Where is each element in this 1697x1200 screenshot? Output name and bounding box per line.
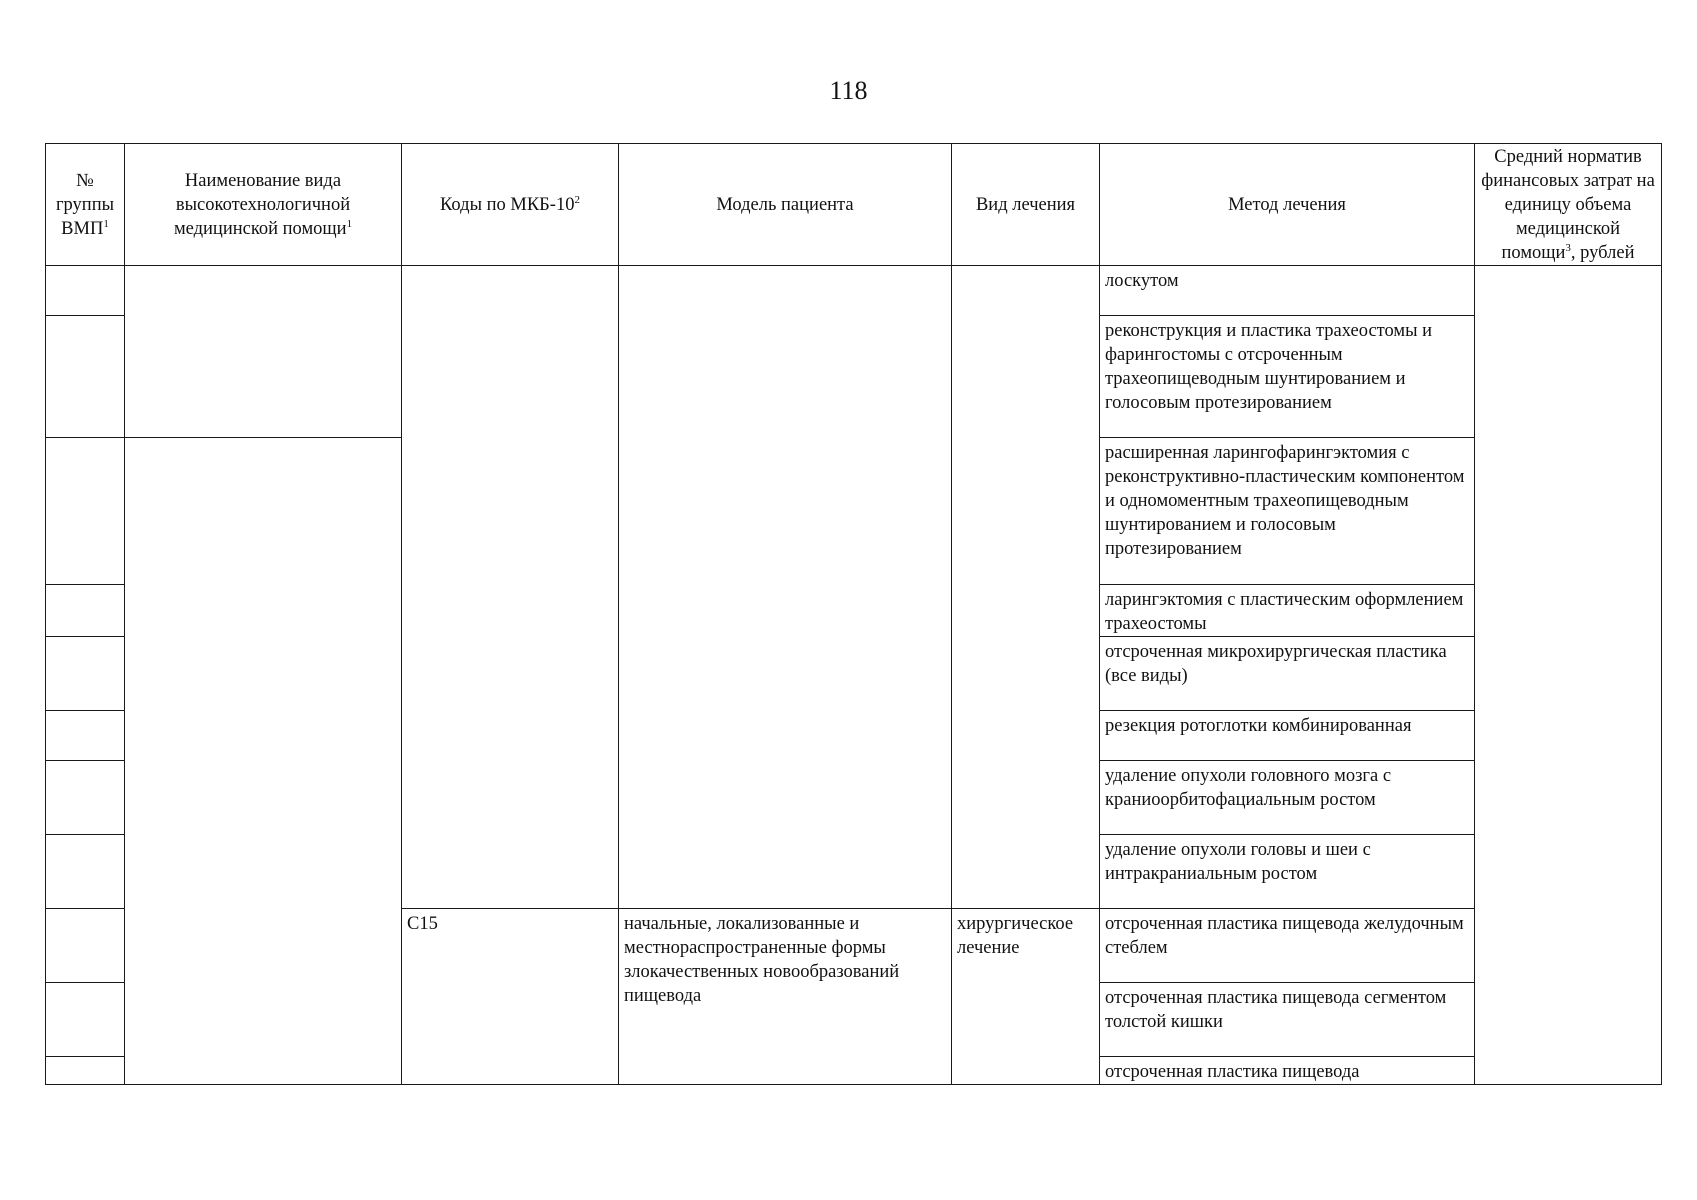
method-cell: резекция ротоглотки комбинированная	[1100, 711, 1475, 761]
group-no-cell	[46, 983, 125, 1057]
method-cell: ларингэктомия с пластическим оформлением трахеостомы	[1100, 585, 1475, 637]
method-cell: отсроченная пластика пищевода сегментом толстой кишки	[1100, 983, 1475, 1057]
header-cost-standard: Средний норматив финансовых затрат на единицу объема медицинской помощи$^3$, рублей	[1475, 144, 1662, 266]
group-no-cell	[46, 711, 125, 761]
table-row	[46, 266, 1662, 316]
method-cell: отсроченная пластика пищевода	[1100, 1057, 1475, 1085]
group-no-cell	[46, 761, 125, 835]
header-care-type: Наименование вида высокотехнологичной медицинской помощи$^1$	[125, 144, 402, 266]
patient-model-cell	[619, 266, 952, 909]
cost-standard-cell	[1475, 266, 1662, 1085]
care-type-cell	[125, 438, 402, 1085]
header-treatment-method: Метод лечения	[1100, 144, 1475, 266]
header-treatment-type: Вид лечения	[952, 144, 1100, 266]
method-cell: лоскутом	[1100, 266, 1475, 316]
method-cell: расширенная ларингофарингэктомия с реконструктивно-пластическим компонентом и одномоментным трахеопищеводным шунтированием и голосовым протезированием	[1100, 438, 1475, 585]
patient-model-cell: начальные, локализованные и местнораспространенные формы злокачественных новообразований пищевода	[619, 909, 952, 1085]
method-cell: удаление опухоли головного мозга с краниоорбитофациальным ростом	[1100, 761, 1475, 835]
header-icd-codes: Коды по МКБ-$10^2$	[402, 144, 619, 266]
treatment-type-cell	[952, 266, 1100, 909]
group-no-cell	[46, 909, 125, 983]
page-number: 118	[829, 76, 868, 105]
treatment-type-cell: хирургическое лечение	[952, 909, 1100, 1085]
group-no-cell	[46, 316, 125, 438]
icd-codes-cell	[402, 266, 619, 909]
group-no-cell	[46, 637, 125, 711]
group-no-cell	[46, 438, 125, 585]
group-no-cell	[46, 1057, 125, 1085]
method-cell: удаление опухоли головы и шеи с интракраниальным ростом	[1100, 835, 1475, 909]
table-header-row	[46, 144, 1662, 266]
group-no-cell	[46, 835, 125, 909]
method-cell: отсроченная микрохирургическая пластика (все виды)	[1100, 637, 1475, 711]
group-no-cell	[46, 585, 125, 637]
header-patient-model: Модель пациента	[619, 144, 952, 266]
care-type-cell	[125, 266, 402, 438]
method-cell: реконструкция и пластика трахеостомы и фарингостомы с отсроченным трахеопищеводным шунтированием и голосовым протезированием	[1100, 316, 1475, 438]
procedures-table	[45, 143, 1662, 1085]
group-no-cell	[46, 266, 125, 316]
header-group-no: № группы ВМП$^1$	[46, 144, 125, 266]
method-cell: отсроченная пластика пищевода желудочным стеблем	[1100, 909, 1475, 983]
icd-codes-cell: C15	[402, 909, 619, 1085]
